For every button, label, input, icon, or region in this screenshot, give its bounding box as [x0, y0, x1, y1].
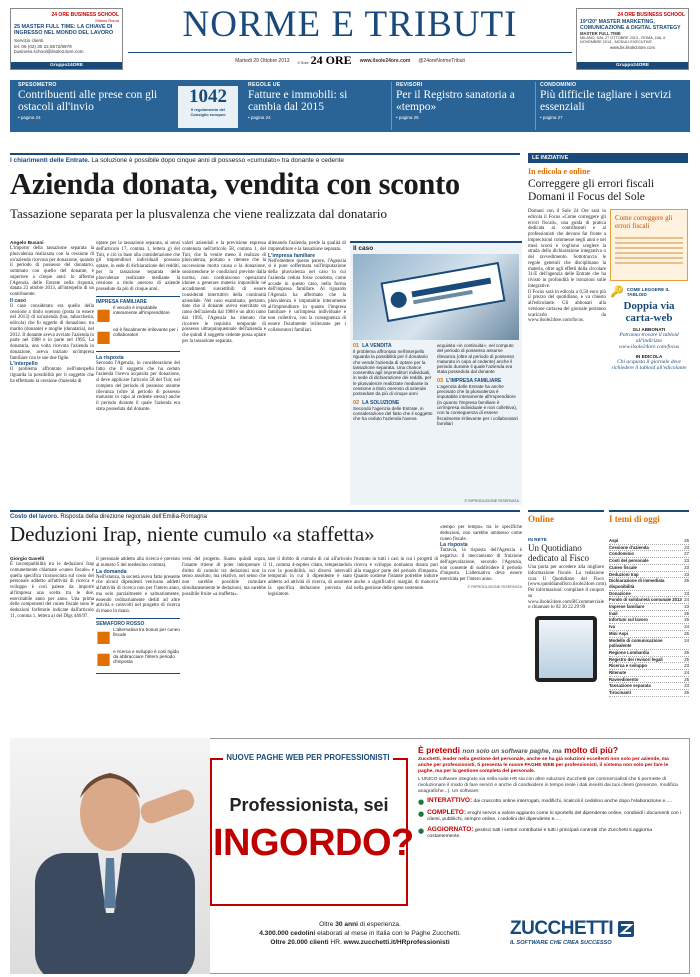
index-item[interactable]: [609, 638, 689, 650]
online-body: Una porta per accedere alla migliore informazione fiscale. La redazione cura Il Quotidiano del Fisco (www.quotidianofisco.ilsole24ore.com). Per informazioni: compilare il coupon su www.ilsole24ore.com/BCcommerciale o chiamare lo 02 30 22 29 99: [528, 565, 608, 611]
ad-stat-3a: Oltre 20.000 clienti: [270, 939, 329, 946]
second-col-6: [440, 525, 522, 589]
tabloid-row: [610, 285, 688, 298]
lead-col3-text: valori aziendali e la previsione espressa contenuta nell'articolo 58, comma 1, del Tuir, che fa venire meno il realizzo di plusvalenza, portano a ritenere che la successione morta causa o la donazione, sussistendone le condizioni previste dalla norma, non costituiscono operazioni idonee a generare materia imponibile né accadimenti suscettibili di essere considerati interruttivi della continuità aziendale. Nel caso esaminato, pertanto, dato che il donante aveva esercitato un ramo dell'azienda dal 1988 e un altro ramo dal 1995, l'Agenzia ha ritenuto che ricorrere le requisito temporale di possesso ultraquinquennale dell'azienda e che quindi il soggetto cedente possa optare per la tassazione separata.: [182, 241, 266, 344]
index-list: [609, 538, 689, 697]
index-page: 23: [684, 544, 689, 550]
ad-question-mid: non solo un software paghe, ma: [462, 748, 562, 755]
masthead-date: Martedì 29 Ottobre 2013: [235, 57, 290, 64]
index-item[interactable]: [609, 558, 689, 565]
index-topic: Fondo di solidarietà comunale 2013: [609, 597, 682, 603]
lead-kicker-rest: La soluzione è possibile dopo cinque anni di possesso «cumulato» tra donante e cedente: [91, 157, 344, 164]
second-col-2: [96, 557, 180, 674]
lead-col-4: [268, 241, 346, 333]
right-ad[interactable]: [576, 8, 689, 70]
masthead-logo: [298, 53, 352, 68]
index-page: 23: [684, 571, 689, 577]
edicola-label: IN EDICOLA: [635, 353, 663, 359]
lead-col1-heading-2: L'interpello: [10, 361, 38, 368]
focus-cover-lines: [615, 234, 683, 264]
teaser-spesometro[interactable]: [18, 82, 168, 130]
left-ad-email: business.school@ilsole24ore.com: [14, 49, 84, 54]
online-headline[interactable]: Un Quotidiano dedicato al Fisco: [528, 543, 589, 563]
index-page: 23: [684, 590, 689, 596]
index-page: 23: [684, 558, 689, 564]
teaser-title: Più difficile tagliare i servizi essenziali: [540, 89, 672, 113]
agency-sign-image: [380, 262, 505, 322]
index-topic: Donazione: [609, 590, 631, 596]
lead-col1-text-c: Il problema affrontato nell'interpello riguarda la possibilità per il soggetto che ha effettuato la cessione d'azienda di: [10, 367, 94, 384]
index-item[interactable]: [609, 683, 689, 690]
teaser-condominio[interactable]: [535, 82, 685, 130]
lead-col-3: [182, 241, 266, 345]
index-page: 23: [684, 663, 689, 669]
lead-col-2: [96, 241, 180, 413]
online-kicker: IN RETE: [528, 538, 547, 543]
index-column: [609, 510, 689, 730]
index-topic: Condominio: [609, 551, 635, 557]
index-page: 26: [684, 578, 689, 584]
doppia-title: Doppia via carta-web: [623, 300, 675, 324]
right-ad-sub: MASTER FULL TIME: [580, 31, 621, 36]
lead-subhead: Tassazione separata per la plusvalenza che viene realizzata dal donatario: [10, 206, 387, 221]
lead-col4-heading: L'impresa familiare: [268, 252, 316, 259]
second-author: Giorgio Gavelli: [10, 557, 45, 562]
index-topic: Registro dei revisori legali: [609, 656, 663, 662]
ad-intro: Zucchetti, leader nella gestione del personale, anche se ha già soluzioni eccellenti non solo per aziende, ma anche per professionisti, ti presenta le nuove PAGHE WEB per professionisti, il sistema non solo per fare le paghe, ma per la gestione completa del personale.: [418, 757, 669, 774]
ad-question: [418, 745, 684, 755]
masthead-paper-prefix: Il Sole: [297, 60, 309, 65]
index-page: 23: [684, 564, 689, 570]
second-col6-text-b: Tuttavia, la risposta dell'Agenzia è negativa: il meccanismo di fruizione dell'agevolazione, secondo l'Agenzia, non consente di suddividere il periodo d'imposta. L'alternativa deve essere esercitata per l'intero anno.: [440, 548, 522, 582]
teaser-regole-ue[interactable]: [248, 82, 383, 130]
ad-brand-name: ZUCCHETTI: [510, 918, 614, 939]
index-item[interactable]: [609, 551, 689, 558]
bullet-icon: ●: [418, 798, 425, 807]
caso-num: 02: [353, 399, 360, 406]
index-item[interactable]: [609, 597, 689, 604]
right-ad-website: www.bs.ilsole24ore.com: [610, 44, 655, 50]
left-ad-tel: tel. 06 (02) 30 22.6572/6979: [14, 43, 72, 49]
lead-col-1: [10, 241, 94, 385]
ad-feature: [418, 810, 684, 823]
index-item[interactable]: [609, 611, 689, 618]
ad-question-pre: È pretendi: [418, 745, 461, 755]
left-ad[interactable]: [10, 8, 123, 70]
ad-stat-1c: di esperienza.: [359, 921, 401, 928]
right-ad-info: MILANO, DAL 27 OTTOBRE 2013 - ROMA, DAL 6 NOVEMBRE 2013 - MODULI EXECUTIVE: [580, 36, 666, 45]
index-topic: Tirocinanti: [609, 690, 631, 696]
lead-col1-text: L'importo della tassazione separata la plusvalenza realizzata con la cessione di un'azienda ricevuta per donazione, quando il periodo di possesso del donatario, sommato con quello del donante, è superiore a cinque anni: lo afferma l'Agenzia delle Entrate nella risposta, datata 23 ottobre 2013, all'interpello di un contribuente.: [10, 246, 94, 297]
caso-box: [350, 241, 522, 505]
index-page: 26: [684, 610, 689, 616]
index-page: 26: [684, 690, 689, 696]
index-page: 26: [684, 538, 689, 543]
ad-stat-1a: Oltre: [319, 921, 334, 928]
lead-col1-text-b: Il caso considerato era quello della cessione a titolo oneroso (posta in essere nel 2013) di un'azienda (bar, tabaccheria, edicola) che fu oggetto di donazione, tra marito (donante) e moglie (donataria), nel 2012. Il donante aveva avviato l'azienda in parte nel 1988 e in parte nel 1995. La donataria, una volta ricevuta l'azienda in donazione, aveva iniziato un'impresa familiare con le sue due figlie.: [10, 303, 94, 361]
left-ad-headline: 25 MASTER FULL TIME: LA CHIAVE DI INGRESSO NEL MONDO DEL LAVORO: [14, 24, 114, 37]
second-col-4: [268, 557, 352, 597]
ad-stats: [230, 920, 490, 947]
ad-feature-value: dai cruscotto online interrogati, modifichi, ricalcoli il cedolino anche dopo l'elaborazione e.....: [473, 799, 673, 805]
index-item[interactable]: [609, 631, 689, 638]
second-callout: [96, 618, 180, 674]
second-col2-text-b: Nell'istanza, la società aveva fatto presente che alcuni dipendenti venivano addetti all'attività di ricerca non per l'intero anno, ma solo parzialmente e saltuariamente, essendo ordinariamente dediti ad altre attività e coinvolti nel progetto di ricerca di mano in mano.: [96, 574, 180, 614]
lead-callout-point: ed è fiscalmente irrilevante per i collaboratori: [113, 326, 178, 338]
second-kicker: [10, 510, 520, 520]
teaser-revisori[interactable]: [391, 82, 526, 130]
ad-brand[interactable]: [510, 918, 686, 946]
second-col6-heading: La risposta: [440, 542, 468, 549]
index-page: 25: [684, 656, 689, 662]
lead-callout: [96, 296, 180, 352]
index-topic: Imprese familiare: [609, 604, 645, 610]
ad-feature-value: eroghi servizi a valore aggiunto come lo sportello del dipendente online, condividi i documenti con i clienti, pubblichi, sempre online, i cedolini del dipendente e.....: [427, 811, 682, 823]
index-page: 26: [684, 649, 689, 655]
iniziative-body-2: Il Focus sarà in edicola a 0,50 euro più il prezzo del quotidiano, e va chiesto all'edicolante. Gli abbonati alla versione cartacea del giornale potranno scaricarlo da www.ilsole24ore.com/focus.: [528, 289, 606, 324]
second-col2-heading: La domanda: [96, 568, 127, 575]
caso-item-title: LA SOLUZIONE: [362, 399, 400, 406]
index-page: 27: [684, 551, 689, 557]
caso-item-title: L'IMPRESA FAMILIARE: [446, 377, 502, 384]
index-item[interactable]: [609, 677, 689, 684]
ad-question-post: molto di più?: [564, 745, 619, 755]
second-col2-text: il personale addetto alla ricerca è previsto al numero 5 del medesimo comma).: [96, 557, 180, 568]
lead-author: Angelo Busani: [10, 241, 44, 246]
second-col-1: [10, 557, 94, 620]
focus-cover-title: Come correggere gli errori fiscali: [615, 214, 673, 230]
iniziative-label: LE INIZIATIVE: [528, 153, 688, 163]
caso-item-text: L'agenzia delle Entrate ha anche precisato che la plusvalenza è imputabile interamente all'imprenditore (in quanto l'impresa familiare è un'impresa individuale e non collettiva), con la conseguenza di essere fiscalmente irrilevante per i collaboratori familiari: [437, 383, 518, 426]
index-item[interactable]: [609, 670, 689, 677]
index-page: 24: [684, 624, 689, 630]
second-col6-text: «tempo per tempo» tra le specifiche deduzioni, non sarebbe ammesso come cuneo fiscale.: [440, 525, 522, 542]
index-item[interactable]: [609, 578, 689, 590]
second-col-3: [182, 557, 266, 597]
index-topic: Mini Aspi: [609, 630, 628, 636]
index-item[interactable]: [609, 624, 689, 631]
abbonati-text: Potranno trovare il tabloid all'indirizzo www.ilsole24ore.com/focus: [618, 332, 680, 351]
lead-kicker-topic: I chiarimenti delle Entrate.: [10, 157, 90, 164]
index-item[interactable]: [609, 617, 689, 624]
second-col1-text: È incompatibilità tra le deduzioni Irap comunemente chiamate «cuneo fiscale» e quella specifica riconosciuta sul costo del personale addetto all'attività di ricerca e sviluppo è così palese da imporre all'impresa una scelta tra le due, esercitabile anno per anno. Una prima delle componenti del cuneo fiscale sono le deduzioni forfetarie indicate dall'articolo 11, comma 1, lettera a) del Dlgs 446/97.: [10, 562, 94, 619]
lead-col4-text-b: Nell'emettere questo parere, l'Agenzia si è pure soffermata sull'imputazione della plusvalenza nel caso in cui l'azienda ceduta fosse condotta, come accade in questo caso, nella forma dell'impresa familiare. Al riguardo l'Agenzia ha affermato che la plusvalenza è imputabile interamente all'imprenditore in quanto l'impresa familiare è un'impresa individuale e non collettiva, con la conseguenza di essere fiscalmente irrilevante per i collaboratori familiari.: [268, 258, 346, 333]
index-topic: Deduzioni Irap: [609, 571, 639, 577]
iniziative-headline[interactable]: Correggere gli errori fiscali Domani il Focus del Sole: [528, 178, 655, 203]
ad-big-line-2: INGORDO?: [213, 822, 414, 864]
left-ad-school-sub: Milano Roma: [95, 18, 119, 23]
index-item[interactable]: [609, 657, 689, 664]
second-col4-text: tare il diritto di cumulo di cui all'articolo 11, comma 4-septies citato, temperandolo con la possibilità, sui diversi intervalli temporali in cui il dipendente è stato addetto ad attività di ricerca, di assumere la specifica deduzione prevista dal legislatore.: [268, 557, 352, 597]
iniziative-kicker: In edicola e online: [528, 167, 591, 176]
index-topic: Ritenute: [609, 670, 627, 676]
check-icon: ■: [96, 304, 112, 324]
index-item[interactable]: [609, 545, 689, 552]
ad-copy: [418, 745, 684, 840]
index-topic: Tassazione separata: [609, 683, 651, 689]
index-topic: Iva: [609, 624, 615, 630]
ad-feature: [418, 827, 684, 840]
teaser-label: REVISORI: [396, 82, 423, 88]
right-ad-headline: 19°/20° MASTER MARKETING, COMUNICAZIONE & DIGITAL STRATEGY: [580, 19, 681, 31]
lead-callout-point: Il veicolo è imputabile interamente all'imprenditore: [113, 304, 170, 316]
teaser-page: • pagina 25: [396, 115, 419, 120]
right-ad-school: 24 ORE BUSINESS SCHOOL: [617, 12, 685, 18]
second-col-5: [354, 557, 438, 592]
caso-item-title: LA VENDITA: [362, 343, 392, 349]
tabloid-label: COME LEGGERE IL TABLOID: [626, 286, 670, 297]
masthead-title: NORME E TRIBUTI: [182, 4, 518, 45]
index-page: 23: [684, 604, 689, 610]
teaser-title: Per il Registro sanatoria a «tempo»: [396, 89, 515, 113]
ad-big-line-1: Professionista, sei: [229, 795, 389, 815]
masthead-twitter[interactable]: @24oreNormeTributi: [418, 57, 465, 64]
index-topic: Ravvedimento: [609, 676, 639, 682]
index-topic: Costi del personale: [609, 558, 649, 564]
second-copyright: © RIPRODUZIONE RISERVATA: [467, 584, 522, 589]
ad-stat-3b: HR.: [330, 939, 342, 946]
masthead-paper: 24 ORE: [310, 53, 352, 67]
second-callout-title: SEMAFORO ROSSO: [96, 620, 145, 627]
second-kicker-topic: Costo del lavoro.: [10, 514, 59, 520]
masthead-website[interactable]: www.ilsole24ore.com: [359, 57, 411, 64]
lead-kicker: [10, 153, 520, 164]
index-topic: Ricerca e sviluppo: [609, 663, 647, 669]
ad-photo: [10, 738, 210, 974]
index-label: I temi di oggi: [609, 514, 660, 524]
second-headline[interactable]: Deduzioni Irap, niente cumulo «a staffetta»: [10, 522, 375, 546]
ad-feature: [418, 798, 684, 806]
left-ad-group: Gruppo24ORE: [11, 62, 122, 69]
teaser-label: SPESOMETRO: [18, 82, 57, 88]
band-number: 1042: [189, 86, 227, 107]
ad-feature-key: COMPLETO:: [427, 809, 466, 817]
index-page: 25: [684, 676, 689, 682]
caso-item-text: Secondo l'agenzia delle Entrate, in considerazione del fatto che il soggetto che ha ceduto l'azienda l'aveva: [353, 405, 433, 422]
second-kicker-rest: Risposta della direzione regionale dell'Emilia-Romagna: [60, 514, 207, 520]
index-item[interactable]: [609, 591, 689, 598]
key-icon: 🔑: [610, 285, 624, 298]
teaser-label: CONDOMINIO: [540, 82, 577, 88]
lead-col2-heading: La risposta: [96, 354, 124, 361]
index-item[interactable]: [609, 690, 689, 697]
index-topic: Cuneo fiscale: [609, 564, 637, 570]
caso-num: 01: [353, 343, 360, 349]
ad-feature-key: AGGIORNATO:: [427, 826, 474, 834]
index-item[interactable]: [609, 604, 689, 611]
index-topic: Modello di comunicazione polivalente: [609, 637, 663, 649]
online-column: [528, 510, 608, 730]
caso-item-text: Il problema affrontato nell'interpello riguarda la possibilità per il donatario che vende l'azienda di optare per la tassazione separata. Una chance consentita agli imprenditori individuali, in sede di dichiarazione dei redditi, per le plusvalenze realizzate mediante la cessione a titolo oneroso di aziende possedute da più di cinque anni: [353, 349, 432, 397]
index-topic: Regione Lombardia: [609, 649, 650, 655]
lead-col1-heading: Il caso: [10, 297, 27, 304]
second-callout-point: e ricerca e sviluppo è così rigida da abbracciare l'intero periodo d'imposta: [113, 648, 179, 665]
index-topic: Aspi: [609, 538, 619, 543]
ad-banner: NUOVE PAGHE WEB PER PROFESSIONISTI: [223, 751, 393, 765]
ad-intro-2: L'UNICO software integrato sia nella suite HR sia con altre soluzioni Zucchetti per commercialisti che ti permette di rivoluzionare il modo di fare servizi e anche di condividere in tempo reale i dati inseriti dai tuoi clienti (presenze, modifica anagrafiche...). Un software:: [418, 776, 678, 794]
second-callout-point: L'alternativa tra bonus per cuneo fiscale: [113, 626, 180, 638]
businessman-image: [10, 738, 210, 974]
iniziative-body: Domani con il Sole 24 Ore sarà in edicola il Focus «Come correggere gli errori fiscali», una guida di pratica dedicata ai contribuenti e ai professionisti che devono far fronte a imprecisioni commesse negli anni e nei mesi scorsi e vogliono sceglere la strada della dichiarazione integrativa o del ravvedimento. Sottotraccia le regole generali che disciplinano la materia, oltre agli effetti della circolare 31/E dell'agenzia delle Entrate che ha rivisto in profondità le istruzioni sulle integrative.: [528, 209, 606, 289]
caso-title: Il caso: [353, 245, 374, 252]
teaser-title: Contribuenti alle prese con gli ostacoli all'invio: [18, 89, 158, 113]
teaser-page: • pagina 27: [540, 115, 563, 120]
index-topic: Cessione d'azienda: [609, 544, 649, 550]
iniziative-column: [528, 153, 688, 513]
online-label: Online: [528, 514, 555, 524]
check-icon: ■: [96, 326, 112, 346]
index-page: 24: [684, 637, 689, 643]
bullet-icon: ●: [418, 827, 425, 836]
index-item[interactable]: [609, 663, 689, 670]
tablet-image: [535, 616, 597, 682]
masthead-meta: [128, 52, 572, 68]
second-col5-text: frustrato in tutti i casi in cui i progetti di ricerca e sviluppo nonhanno durata pari alla maggior parte del periodo d'imposta. Quanto sostiene l'istante potrebbe indurre anche a significativi margini di manovra nella gestione delle spese sostenute.: [354, 557, 438, 591]
right-ad-group: Gruppo24ORE: [577, 62, 688, 69]
zucchetti-logo-icon: [617, 920, 635, 938]
caso-copyright: © RIPRODUZIONE RISERVATA: [464, 499, 519, 503]
index-item[interactable]: [609, 650, 689, 657]
check-icon: ■: [96, 626, 112, 646]
check-icon: ■: [96, 648, 112, 668]
ad-stat-3c[interactable]: www.zucchetti.it/HRprofessionisti: [343, 939, 450, 946]
ad-features: [418, 798, 684, 840]
ad-feature-key: INTERATTIVO:: [427, 797, 473, 805]
teaser-label: REGOLE UE: [248, 82, 281, 88]
teaser-title: Fatture e immobili: si cambia dal 2015: [248, 89, 348, 113]
lead-col4-text: alienando l'azienda, perde la qualità di imprenditore e la tassazione separata.: [268, 241, 346, 252]
index-page: 24: [684, 597, 689, 603]
left-ad-service: Servizio clienti: [14, 38, 44, 44]
lead-col2-text: optare per la tassazione separata, ai sensi dell'articolo 17, comma 1, lettera g) del Tuir, e ciò in base alla considerazione che gli imprenditori individuali possono optare, in sede di dichiarazione dei redditi, per la tassazione separata delle plusvalenze realizzate mediante la cessione a titolo oneroso di aziende possedute da più di cinque anni.: [96, 241, 180, 292]
index-item[interactable]: [609, 565, 689, 572]
ad-tagline: IL SOFTWARE CHE CREA SUCCESSO: [510, 940, 612, 946]
left-ad-school: 24 ORE BUSINESS SCHOOL: [51, 12, 119, 18]
ad-feature-value: gestisci tutti i settori contributivi e tutti i principali contratti che Zucchetti ti aggiorna costantemente.: [427, 828, 653, 840]
teaser-page: • pagina 24: [18, 115, 41, 120]
edicola-text: Chi acquista il giornale deve richiedere il tabloid all'edicolante: [611, 358, 687, 371]
ad-stat-2a: 4.300.000 cedolini: [259, 930, 316, 937]
lead-col2-text-b: Secondo l'Agenzia, in considerazione del fatto che il soggetto che ha ceduto l'azienda l'aveva acquisita per donazione, si deve applicare l'articolo 58 del Tuir, nel computo del periodo di possesso assume rilevanza (oltre al periodo di possesso maturato in capo al cedente stesso) anche il periodo durante il quale l'azienda era stata posseduta dal donante.: [96, 360, 180, 412]
index-page: 26: [684, 630, 689, 636]
index-page: 23: [684, 683, 689, 689]
index-page: 24: [684, 670, 689, 676]
caso-num: 03: [437, 377, 444, 384]
lead-headline[interactable]: Azienda donata, vendita con sconto: [10, 167, 460, 201]
ad-stat-2b: elaborati al mese in Italia con le Paghe Zucchetti.: [317, 930, 461, 937]
index-topic: Inail: [609, 610, 618, 616]
index-topic: Infortuni sul lavoro: [609, 617, 648, 623]
index-item[interactable]: [609, 572, 689, 579]
second-col3-text: versi del progetto. Siamo quindi sopra, l'istante ritiene di poter interpretare il diritto di cumulo tra deduzioni non in senso assoluto, ma relativo, nel senso che non sarebbe possibile cumulare simultaneamente le deduzioni, ma sarebbe possibile fruire «a staffetta».: [182, 557, 266, 597]
bullet-icon: ●: [418, 810, 425, 819]
index-page: 26: [684, 617, 689, 623]
ad-stat-1b: 30 anni: [335, 921, 358, 928]
lead-callout-title: IMPRESA FAMILIARE: [96, 298, 147, 305]
band-number-box: [178, 86, 238, 128]
band-number-caption: Il regolamento del Consiglio europeo: [190, 107, 226, 117]
index-topic: Dichiarazione di immediata disponibilità: [609, 578, 665, 589]
focus-cover[interactable]: [610, 209, 688, 281]
caso-photo: [353, 254, 519, 340]
teaser-page: • pagina 24: [248, 115, 271, 120]
abbonati-label: GLI ABBONATI: [632, 327, 666, 332]
index-item[interactable]: [609, 538, 689, 545]
caso-item-text: acquisita «in continuità», nel computo del periodo di possesso assume rilevanza (oltre al periodo di possesso maturato in capo al cedente) anche il periodo durante il quale l'azienda era stata posseduta dal donante: [437, 343, 515, 375]
